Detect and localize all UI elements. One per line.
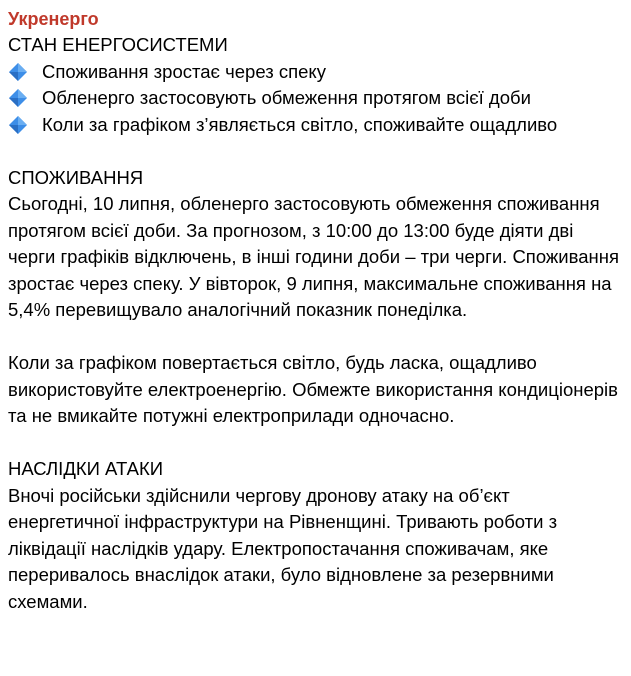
status-bullet-list [8, 59, 623, 139]
bullet-text: Споживання зростає через спеку [42, 60, 326, 82]
blank-line [8, 138, 623, 165]
blank-line [8, 430, 623, 457]
blank-line [8, 324, 623, 351]
channel-name[interactable]: Укренерго [8, 9, 99, 29]
consumption-paragraph: Сьогодні, 10 липня, обленерго застосовують обмеження споживання протягом всієї доби. За прогнозом, з 10:00 до 13:00 буде діяти дві черги графіків відключень, в інші години доби – три черги. Споживання зростає через спеку. У вівторок, 9 липня, максимальне споживання на 5,4% перевищувало аналогічний показник понеділка. [8, 193, 619, 320]
list-item [8, 112, 623, 139]
blue-diamond-icon [8, 88, 28, 108]
post-text [8, 32, 623, 615]
list-item [8, 59, 623, 86]
blue-diamond-icon [8, 115, 28, 135]
list-item [8, 85, 623, 112]
section-heading-consumption: СПОЖИВАННЯ [8, 166, 144, 188]
blue-diamond-icon [8, 62, 28, 82]
saving-advice-paragraph: Коли за графіком повертається світло, будь ласка, ощадливо використовуйте електроенергію. Обмежте використання кондиціонерів та не вмикайте потужні електроприлади одночасно. [8, 352, 618, 426]
bullet-text: Обленерго застосовують обмеження протягом всієї доби [42, 87, 531, 108]
section-heading-attack: НАСЛІДКИ АТАКИ [8, 458, 164, 479]
section-heading-status: СТАН ЕНЕРГОСИСТЕМИ [8, 34, 228, 55]
attack-paragraph: Вночі російськи здійснили чергову дронову атаку на об’єкт енергетичної інфраструктури на Рівненщині. Тривають роботи з ліквідації наслідків удару. Електропостачання споживачам, яке переривалось внаслідок атаки, було відновлене за резервними схемами. [8, 484, 558, 612]
bullet-text: Коли за графіком з’являється світло, споживайте ощадливо [42, 113, 558, 135]
